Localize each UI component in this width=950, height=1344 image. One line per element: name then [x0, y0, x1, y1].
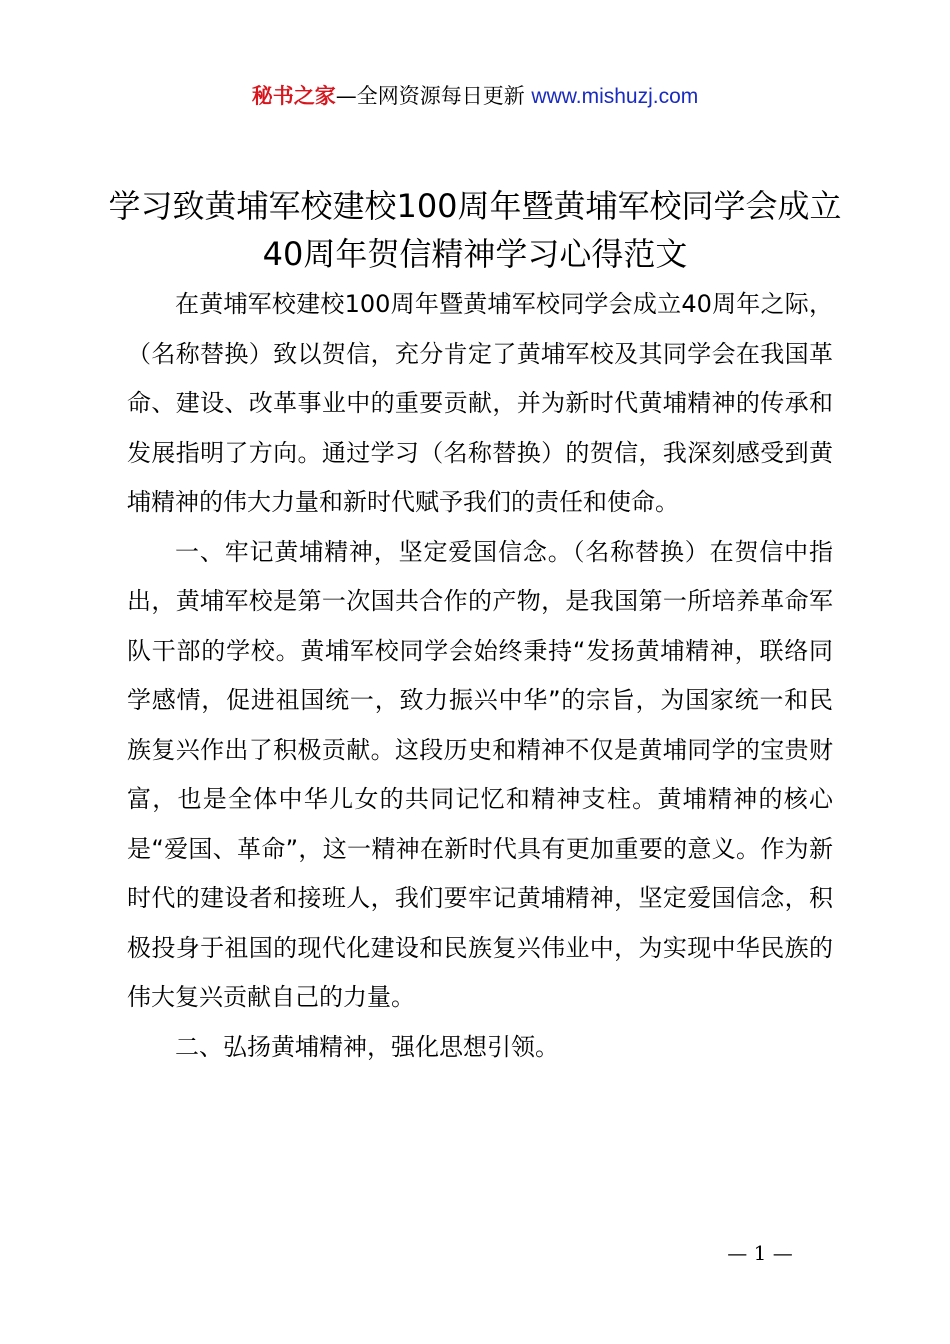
site-url-link[interactable]: www.mishuzj.com	[531, 85, 699, 108]
paragraph-section-one: 一、牢记黄埔精神，坚定爱国信念。（名称替换）在贺信中指出，黄埔军校是第一次国共合作的产物，是我国第一所培养革命军队干部的学校。黄埔军校同学会始终秉持“发扬黄埔精神，联络同学感情，促进祖国统一，致力振兴中华”的宗旨，为国家统一和民族复兴作出了积极贡献。这段历史和精神不仅是黄埔同学的宝贵财富，也是全体中华儿女的共同记忆和精神支柱。黄埔精神的核心是“爱国、革命”，这一精神在新时代具有更加重要的意义。作为新时代的建设者和接班人，我们要牢记黄埔精神，坚定爱国信念，积极投身于祖国的现代化建设和民族复兴伟业中，为实现中华民族的伟大复兴贡献自己的力量。	[127, 537, 833, 1011]
document-title: 学习致黄埔军校建校100周年暨黄埔军校同学会成立40周年贺信精神学习心得范文	[108, 187, 842, 273]
paragraph-intro: 在黄埔军校建校100周年暨黄埔军校同学会成立40周年之际，（名称替换）致以贺信，充分肯定了黄埔军校及其同学会在我国革命、建设、改革事业中的重要贡献，并为新时代黄埔精神的传承和发展指明了方向。通过学习（名称替换）的贺信，我深刻感受到黄埔精神的伟大力量和新时代赋予我们的责任和使命。	[127, 290, 833, 516]
page-number: — 1 —	[727, 1241, 793, 1265]
brand-name: 秘书之家	[251, 84, 336, 108]
document-body	[127, 280, 833, 1072]
header-banner	[0, 80, 950, 113]
paragraph-section-two-heading: 二、弘扬黄埔精神，强化思想引领。	[175, 1032, 559, 1061]
header-tagline: —全网资源每日更新	[335, 84, 525, 108]
